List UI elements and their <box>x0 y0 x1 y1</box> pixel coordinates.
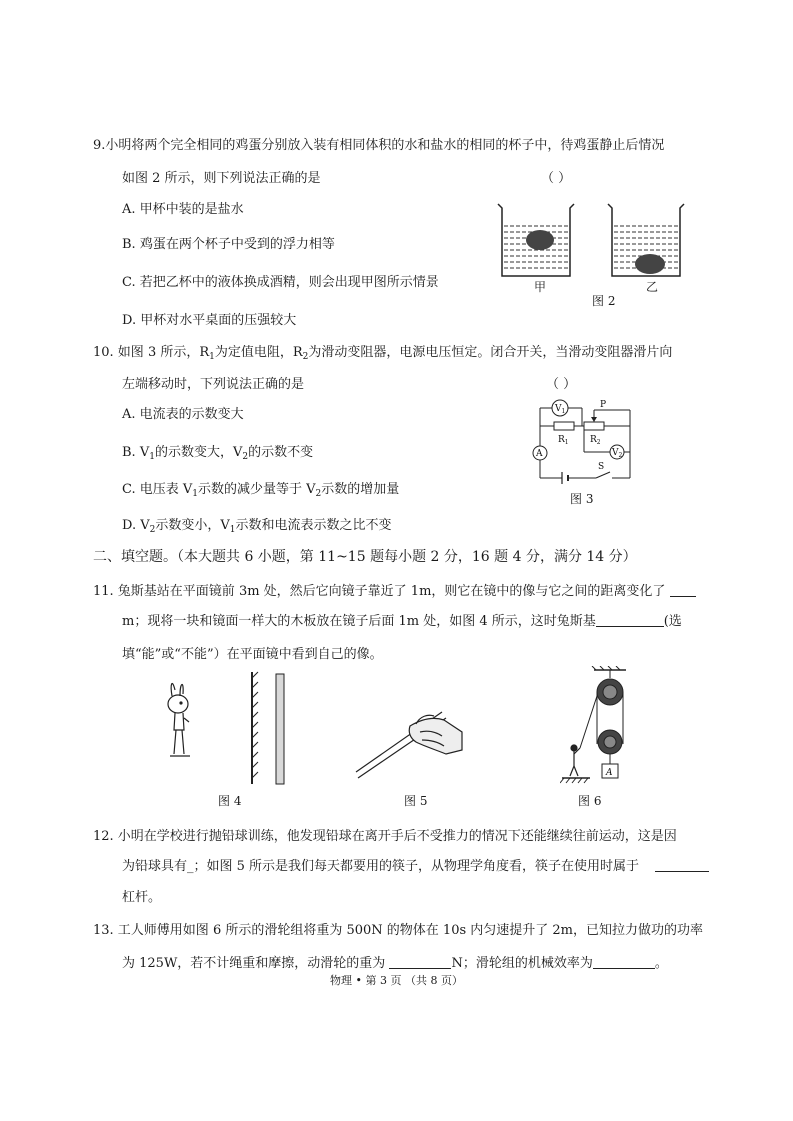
q12-line1: 12. 小明在学校进行抛铅球训练，他发现铅球在离开手后不受推力的情况下还能继续往前运动，这是因 <box>93 829 677 844</box>
q9-option-b: B. 鸡蛋在两个杯子中受到的浮力相等 <box>122 237 335 252</box>
figure-5-caption: 图 5 <box>404 794 428 808</box>
egg-yi <box>635 254 665 274</box>
q11-blank-1[interactable] <box>670 584 696 597</box>
section-2-heading: 二、填空题。（本大题共 6 小题，第 11~15 题每小题 2 分，16 题 4 分，满分 14 分） <box>93 549 637 565</box>
q9-stem-line2: 如图 2 所示，则下列说法正确的是 <box>122 171 321 186</box>
q11-line3: 填“能”或“不能”）在平面镜中看到自己的像。 <box>122 647 383 662</box>
q10-option-d: D. $V_2$示数变小，$V_1$示数和电流表示数之比不变 <box>122 518 392 535</box>
q12-line3: 杠杆。 <box>122 890 162 905</box>
q10-option-a: A. 电流表的示数变大 <box>122 407 244 422</box>
q10-stem-line1: 10. 如图 3 所示，$R_1$为定值电阻，$R_2$为滑动变阻器，电源电压恒定。闭合开关，当滑动变阻器滑片向 <box>93 345 673 362</box>
svg-text:P: P <box>600 400 607 410</box>
q13-blank-1[interactable] <box>389 956 451 969</box>
beaker-yi-label: 乙 <box>646 280 659 294</box>
svg-text:R1: $R_1$ <box>558 435 569 446</box>
figure-6-caption: 图 6 <box>578 794 602 808</box>
q12-line2: 为铅球具有_；如图 5 所示是我们每天都要用的筷子，从物理学角度看，筷子在使用时属于 <box>122 858 709 876</box>
q10-answer-paren: （ ） <box>546 377 577 392</box>
q10-option-c: C. 电压表 $V_1$示数的减少量等于 $V_2$示数的增加量 <box>122 482 400 499</box>
q9-option-c: C. 若把乙杯中的液体换成酒精，则会出现甲图所示情景 <box>122 275 439 290</box>
q12-blank[interactable] <box>655 859 709 872</box>
q11-line1: 11. 兔斯基站在平面镜前 3m 处，然后它向镜子靠近了 1m，则它在镜中的像与它之间的距离变化了 <box>93 583 696 601</box>
figure-2-caption: 图 2 <box>592 294 616 308</box>
beaker-yi <box>608 204 684 276</box>
q13-blank-2[interactable] <box>593 956 655 969</box>
figure-4-caption: 图 4 <box>218 794 242 808</box>
q9-stem-line1: 9.小明将两个完全相同的鸡蛋分别放入装有相同体积的水和盐水的相同的杯子中，待鸡蛋静止后情况 <box>93 138 665 153</box>
rabbit-figure <box>168 683 190 756</box>
wooden-board <box>276 674 284 784</box>
svg-text:A: A <box>606 768 613 778</box>
figure-6-pulley <box>560 666 636 786</box>
figure-4-mirror <box>160 670 300 788</box>
q10-option-b: B. $V_1$的示数变大，$V_2$的示数不变 <box>122 445 314 462</box>
egg-jia <box>526 230 554 250</box>
q9-option-d: D. 甲杯对水平桌面的压强较大 <box>122 313 297 328</box>
q13-line1: 13. 工人师傅用如图 6 所示的滑轮组将重为 500N 的物体在 10s 内匀速提升了 2m，已知拉力做功的功率 <box>93 923 704 938</box>
page-footer: 物理 • 第 3 页 （共 8 页） <box>330 974 463 987</box>
q9-answer-paren: （ ） <box>541 171 572 186</box>
q11-blank-2[interactable] <box>596 614 664 627</box>
q13-line2: 为 125W，若不计绳重和摩擦，动滑轮的重为 N；滑轮组的机械效率为 。 <box>122 956 668 971</box>
figure-3-circuit <box>520 396 640 486</box>
beaker-jia-label: 甲 <box>534 280 547 294</box>
figure-5-chopsticks <box>350 702 468 782</box>
svg-text:V2: $V_2$ <box>612 448 623 459</box>
svg-text:A: A <box>536 449 543 459</box>
svg-text:R2: $R_2$ <box>590 435 601 446</box>
beaker-jia <box>498 204 574 276</box>
svg-text:S: S <box>598 462 605 472</box>
svg-text:V1: $V_1$ <box>555 404 566 415</box>
q11-line2: m；现将一块和镜面一样大的木板放在镜子后面 1m 处，如图 4 所示，这时兔斯基 (选 <box>122 614 682 629</box>
worker-figure <box>570 745 580 776</box>
q9-option-a: A. 甲杯中装的是盐水 <box>122 202 244 217</box>
q10-stem-line2: 左端移动时，下列说法正确的是 <box>122 377 305 392</box>
plane-mirror <box>252 672 258 784</box>
figure-3-caption: 图 3 <box>570 492 594 506</box>
